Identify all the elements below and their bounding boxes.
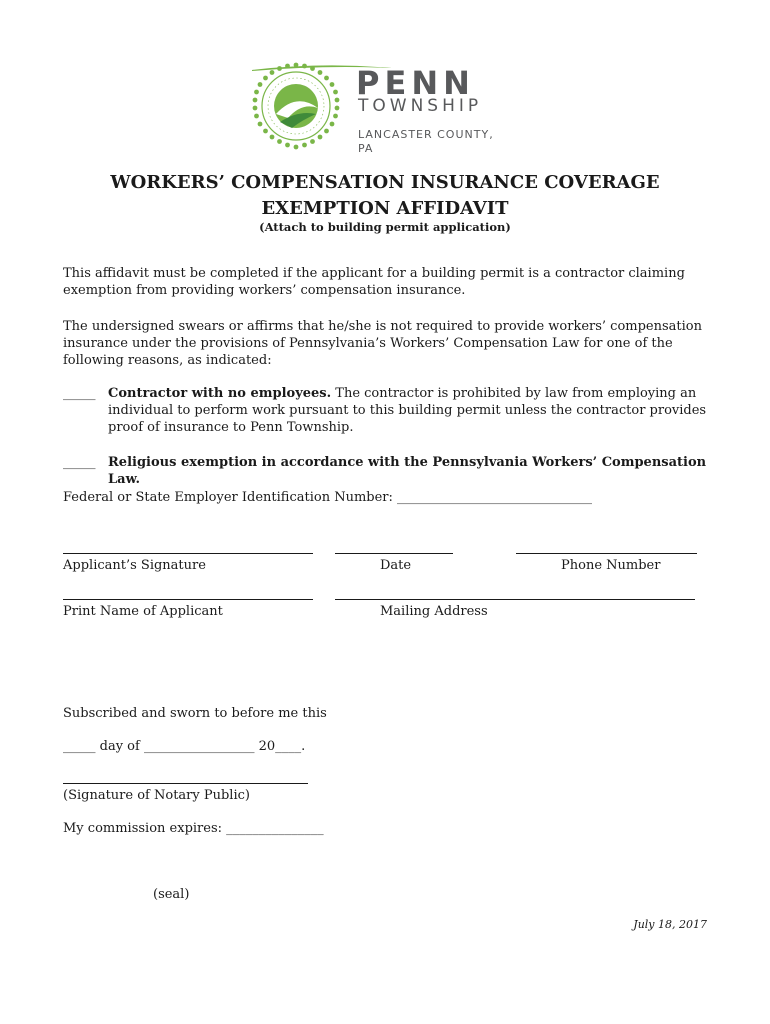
notary-signature-label: (Signature of Notary Public): [63, 788, 250, 803]
swear-paragraph: The undersigned swears or affirms that he/she is not required to provide workers’ compensation insurance under the provisions of Pennsylvania’s Workers’ Compensation Law for one of the following reasons, as indicated:: [63, 319, 703, 368]
notary-day-field[interactable]: _____ day of _________________ 20____.: [63, 739, 306, 754]
seal-label: (seal): [153, 887, 190, 902]
logo-swoosh-icon: [252, 62, 392, 72]
option-religious-exemption: [108, 454, 713, 488]
page-subtitle: (Attach to building permit application): [259, 220, 511, 234]
logo-county: LANCASTER COUNTY, PA: [358, 128, 494, 155]
option-no-employees-heading: Contractor with no employees.: [108, 386, 332, 401]
mailing-address-label: Mailing Address: [380, 604, 488, 619]
option-religious-heading: Religious exemption in accordance with the Pennsylvania Workers’ Compensation Law.: [108, 455, 707, 487]
notary-signature-line[interactable]: [63, 783, 308, 784]
applicant-signature-line[interactable]: [63, 553, 313, 554]
page-title-line-2: EXEMPTION AFFIDAVIT: [261, 198, 509, 219]
intro-paragraph: This affidavit must be completed if the applicant for a building permit is a contractor claiming exemption from providing workers’ compensation insurance.: [63, 266, 685, 298]
option-no-employees: [108, 385, 713, 436]
township-seal-icon: [252, 62, 340, 150]
applicant-signature-label: Applicant’s Signature: [63, 558, 206, 573]
date-line[interactable]: [335, 553, 453, 554]
logo-township-wordmark: TOWNSHIP: [358, 96, 483, 116]
print-name-label: Print Name of Applicant: [63, 604, 223, 619]
option-checkbox-blank[interactable]: _____: [63, 455, 96, 470]
option-no-employees-text: The contractor is prohibited by law from employing an individual to perform work pursuant to this building permit unless the contractor provides proof of insurance to Penn Township.: [108, 386, 707, 435]
print-name-line[interactable]: [63, 599, 313, 600]
penn-township-logo: [252, 62, 502, 154]
phone-label: Phone Number: [561, 558, 661, 573]
commission-expires-field[interactable]: My commission expires: _______________: [63, 821, 324, 836]
logo-penn-wordmark: PENN: [356, 64, 475, 102]
revision-date: July 18, 2017: [633, 918, 707, 931]
date-label: Date: [380, 558, 412, 573]
notary-subscribed-text: Subscribed and sworn to before me this: [63, 706, 327, 721]
option-checkbox-blank[interactable]: _____: [63, 386, 96, 401]
ein-field[interactable]: Federal or State Employer Identification Number: ______________________________: [63, 490, 593, 505]
mailing-address-line[interactable]: [335, 599, 695, 600]
page-title-line-1: WORKERS’ COMPENSATION INSURANCE COVERAGE: [110, 172, 660, 193]
phone-line[interactable]: [516, 553, 697, 554]
